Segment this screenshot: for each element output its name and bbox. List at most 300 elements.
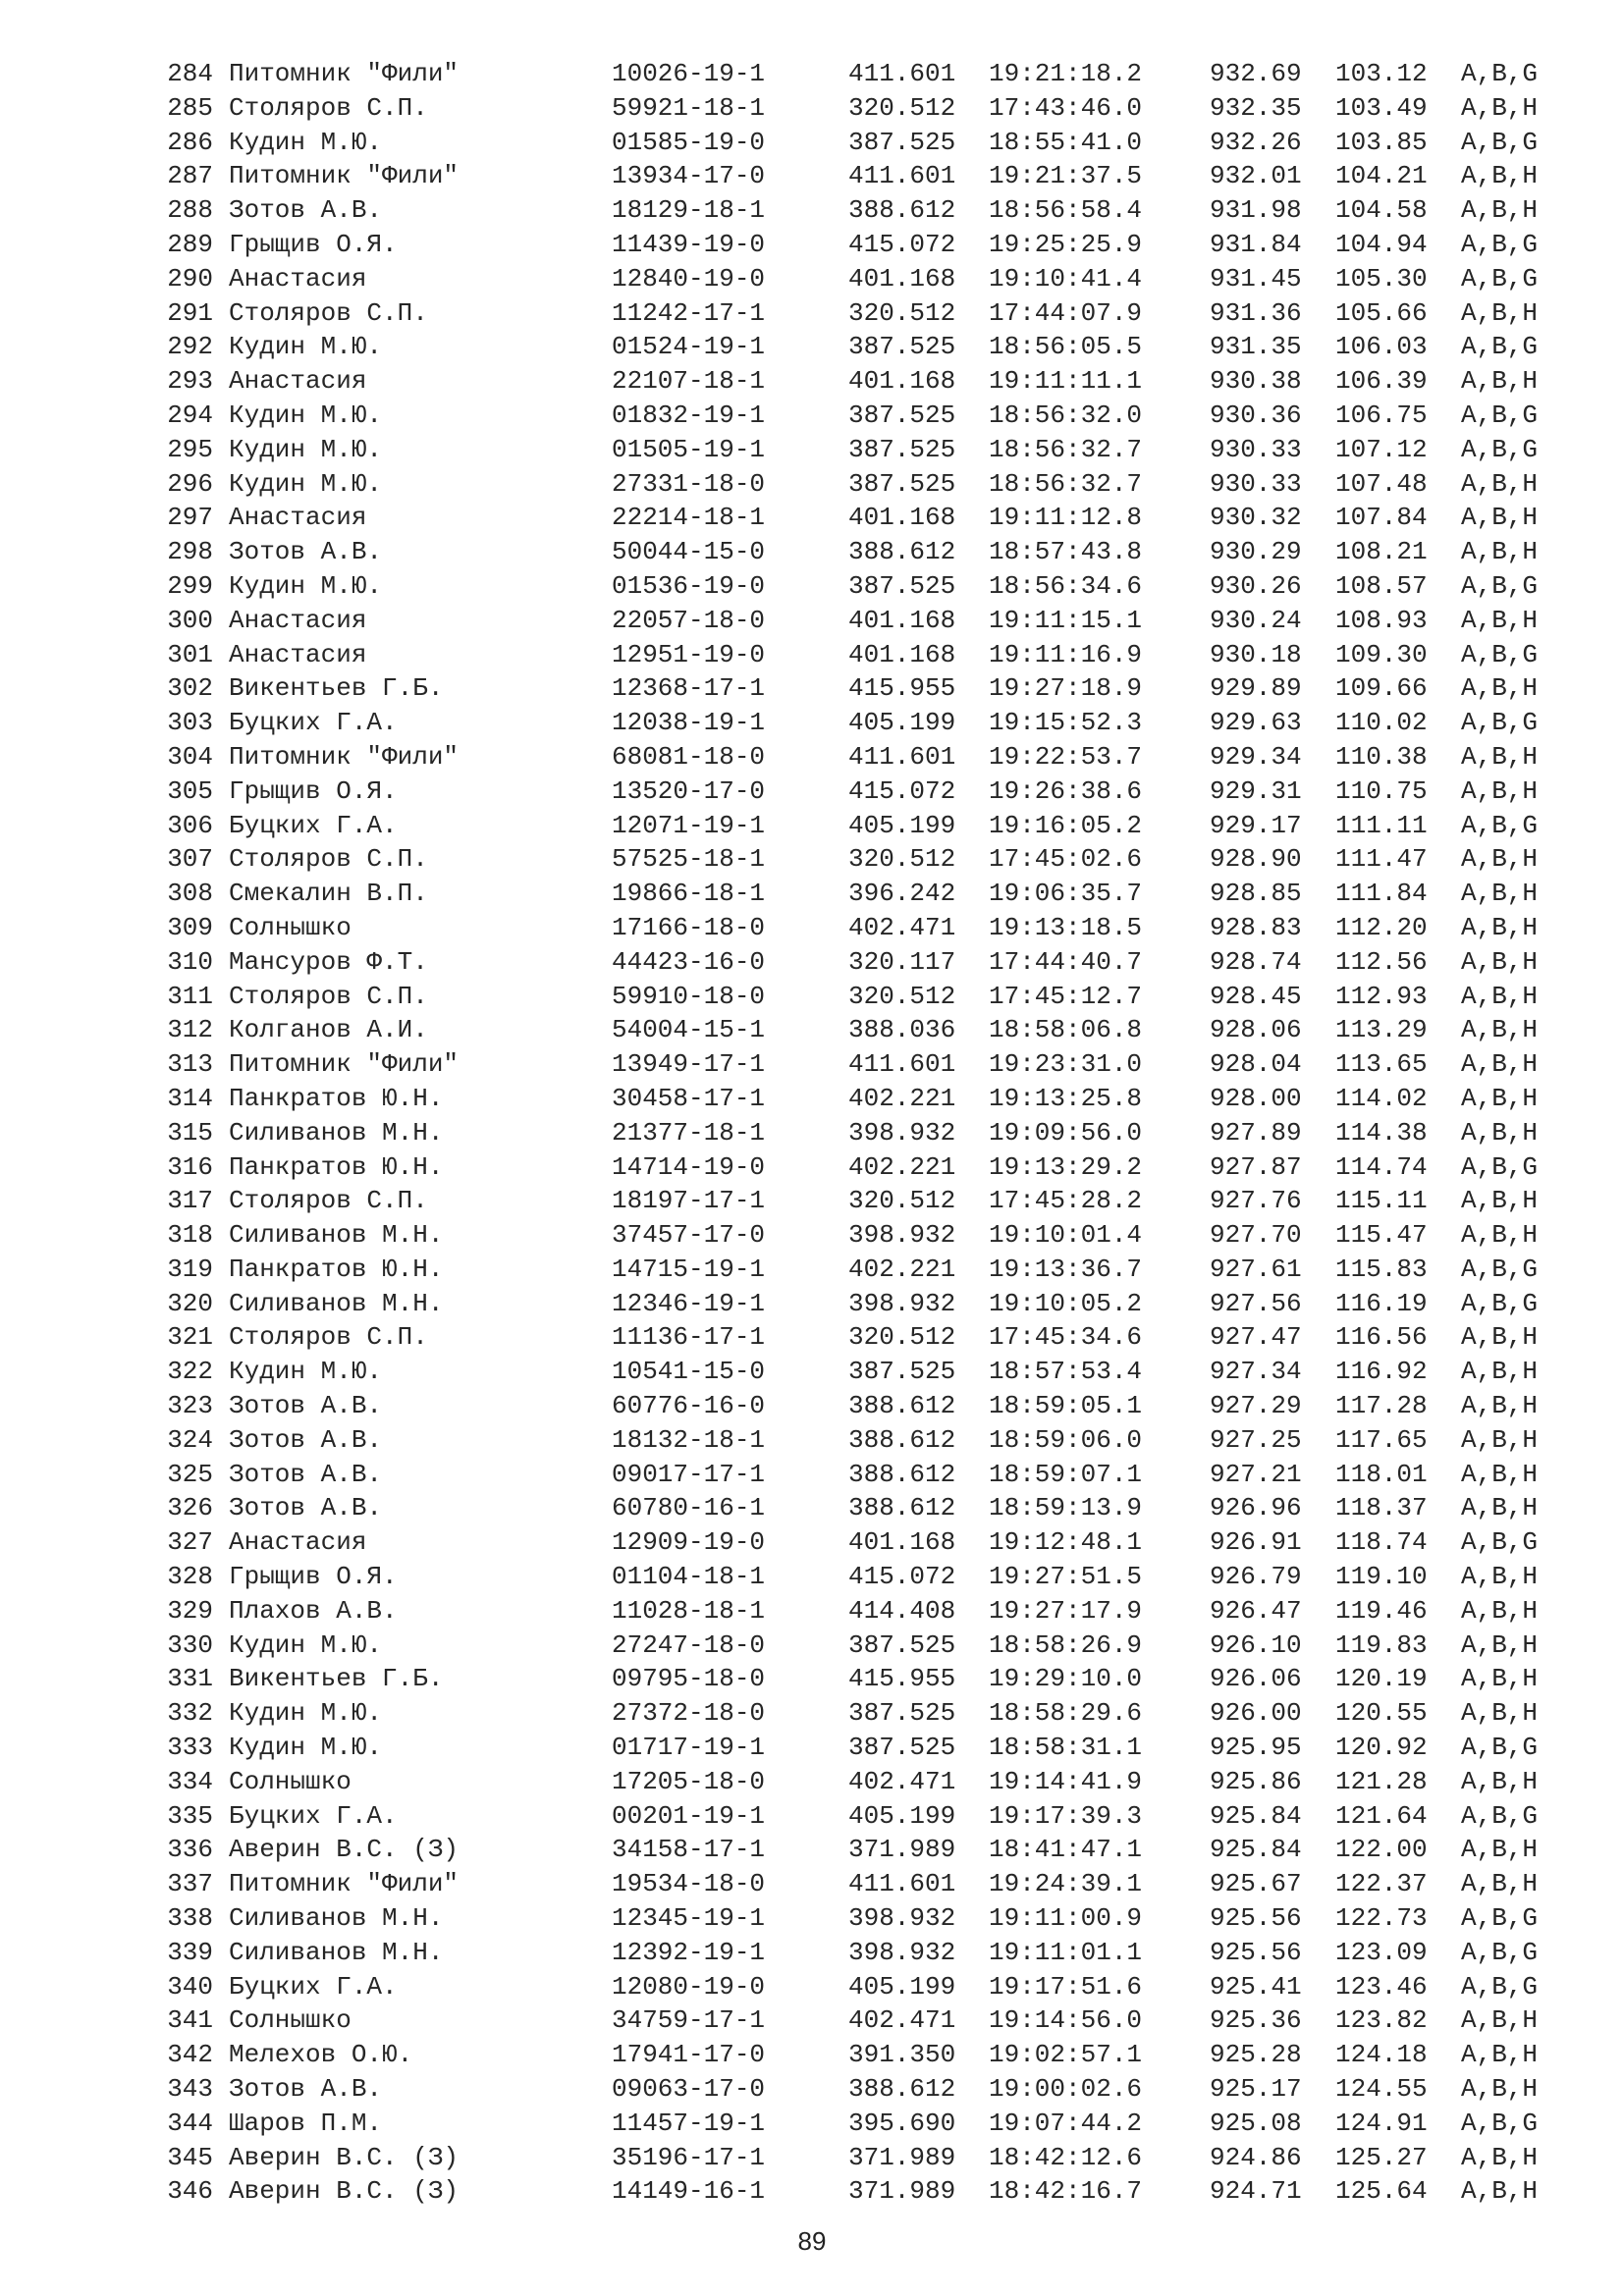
ring-number-cell: 57525-18-1 bbox=[612, 844, 766, 875]
owner-cell: Аверин В.С. (З) bbox=[229, 2176, 460, 2207]
speed-cell: 925.84 bbox=[1210, 1800, 1302, 1831]
arrival-time-cell: 19:14:56.0 bbox=[989, 2005, 1143, 2036]
owner-cell: Зотов А.В. bbox=[229, 1493, 383, 1523]
arrival-time-cell: 19:09:56.0 bbox=[989, 1117, 1143, 1148]
owner-cell: Анастасия bbox=[229, 639, 367, 669]
coefficient-cell: 111.11 bbox=[1335, 810, 1428, 840]
arrival-time-cell: 18:57:53.4 bbox=[989, 1357, 1143, 1387]
place-cell: 344 bbox=[167, 2108, 213, 2138]
place-cell: 295 bbox=[167, 434, 213, 464]
speed-cell: 928.83 bbox=[1210, 912, 1302, 942]
ring-number-cell: 12345-19-1 bbox=[612, 1903, 766, 1934]
group-cell: A,B,H bbox=[1461, 468, 1539, 499]
place-cell: 337 bbox=[167, 1869, 213, 1899]
place-cell: 335 bbox=[167, 1800, 213, 1831]
distance-cell: 320.512 bbox=[848, 1186, 956, 1216]
owner-cell: Зотов А.В. bbox=[229, 1459, 383, 1489]
coefficient-cell: 117.28 bbox=[1335, 1391, 1428, 1421]
distance-cell: 401.168 bbox=[848, 503, 956, 533]
group-cell: A,B,H bbox=[1461, 1766, 1539, 1796]
coefficient-cell: 125.27 bbox=[1335, 2142, 1428, 2172]
arrival-time-cell: 19:27:51.5 bbox=[989, 1562, 1143, 1592]
place-cell: 312 bbox=[167, 1015, 213, 1045]
arrival-time-cell: 18:42:16.7 bbox=[989, 2176, 1143, 2207]
ring-number-cell: 12071-19-1 bbox=[612, 810, 766, 840]
place-cell: 343 bbox=[167, 2074, 213, 2105]
owner-cell: Солнышко bbox=[229, 912, 352, 942]
ring-number-cell: 12346-19-1 bbox=[612, 1288, 766, 1318]
ring-number-cell: 59921-18-1 bbox=[612, 92, 766, 123]
speed-cell: 927.76 bbox=[1210, 1186, 1302, 1216]
arrival-time-cell: 19:29:10.0 bbox=[989, 1664, 1143, 1694]
speed-cell: 926.06 bbox=[1210, 1664, 1302, 1694]
group-cell: A,B,G bbox=[1461, 1971, 1539, 2002]
group-cell: A,B,H bbox=[1461, 673, 1539, 704]
coefficient-cell: 120.19 bbox=[1335, 1664, 1428, 1694]
ring-number-cell: 10541-15-0 bbox=[612, 1357, 766, 1387]
owner-cell: Зотов А.В. bbox=[229, 1391, 383, 1421]
distance-cell: 320.117 bbox=[848, 946, 956, 977]
place-cell: 333 bbox=[167, 1733, 213, 1763]
ring-number-cell: 09017-17-1 bbox=[612, 1459, 766, 1489]
speed-cell: 932.35 bbox=[1210, 92, 1302, 123]
speed-cell: 927.89 bbox=[1210, 1117, 1302, 1148]
ring-number-cell: 14714-19-0 bbox=[612, 1151, 766, 1182]
owner-cell: Столяров С.П. bbox=[229, 1186, 428, 1216]
group-cell: A,B,H bbox=[1461, 1493, 1539, 1523]
speed-cell: 929.89 bbox=[1210, 673, 1302, 704]
owner-cell: Зотов А.В. bbox=[229, 1424, 383, 1455]
speed-cell: 925.41 bbox=[1210, 1971, 1302, 2002]
ring-number-cell: 22057-18-0 bbox=[612, 605, 766, 635]
speed-cell: 925.28 bbox=[1210, 2040, 1302, 2070]
speed-cell: 928.85 bbox=[1210, 879, 1302, 909]
coefficient-cell: 105.66 bbox=[1335, 297, 1428, 328]
distance-cell: 395.690 bbox=[848, 2108, 956, 2138]
speed-cell: 932.26 bbox=[1210, 127, 1302, 157]
place-cell: 313 bbox=[167, 1049, 213, 1080]
place-cell: 307 bbox=[167, 844, 213, 875]
ring-number-cell: 01104-18-1 bbox=[612, 1562, 766, 1592]
owner-cell: Панкратов Ю.Н. bbox=[229, 1083, 444, 1113]
arrival-time-cell: 18:56:34.6 bbox=[989, 570, 1143, 601]
group-cell: A,B,H bbox=[1461, 1698, 1539, 1729]
group-cell: A,B,H bbox=[1461, 2040, 1539, 2070]
arrival-time-cell: 18:58:06.8 bbox=[989, 1015, 1143, 1045]
coefficient-cell: 109.66 bbox=[1335, 673, 1428, 704]
coefficient-cell: 108.57 bbox=[1335, 570, 1428, 601]
coefficient-cell: 114.02 bbox=[1335, 1083, 1428, 1113]
coefficient-cell: 121.28 bbox=[1335, 1766, 1428, 1796]
distance-cell: 415.072 bbox=[848, 229, 956, 259]
arrival-time-cell: 18:56:32.7 bbox=[989, 468, 1143, 499]
group-cell: A,B,G bbox=[1461, 59, 1539, 88]
arrival-time-cell: 19:02:57.1 bbox=[989, 2040, 1143, 2070]
distance-cell: 401.168 bbox=[848, 639, 956, 669]
coefficient-cell: 106.39 bbox=[1335, 366, 1428, 397]
arrival-time-cell: 19:10:05.2 bbox=[989, 1288, 1143, 1318]
place-cell: 331 bbox=[167, 1664, 213, 1694]
ring-number-cell: 35196-17-1 bbox=[612, 2142, 766, 2172]
group-cell: A,B,H bbox=[1461, 1562, 1539, 1592]
coefficient-cell: 103.85 bbox=[1335, 127, 1428, 157]
distance-cell: 411.601 bbox=[848, 1869, 956, 1899]
speed-cell: 925.95 bbox=[1210, 1733, 1302, 1763]
place-cell: 300 bbox=[167, 605, 213, 635]
place-cell: 291 bbox=[167, 297, 213, 328]
arrival-time-cell: 19:07:44.2 bbox=[989, 2108, 1143, 2138]
arrival-time-cell: 19:21:18.2 bbox=[989, 59, 1143, 88]
coefficient-cell: 114.74 bbox=[1335, 1151, 1428, 1182]
owner-cell: Кудин М.Ю. bbox=[229, 1629, 383, 1660]
place-cell: 304 bbox=[167, 741, 213, 772]
arrival-time-cell: 18:59:06.0 bbox=[989, 1424, 1143, 1455]
place-cell: 301 bbox=[167, 639, 213, 669]
speed-cell: 926.79 bbox=[1210, 1562, 1302, 1592]
arrival-time-cell: 19:06:35.7 bbox=[989, 879, 1143, 909]
distance-cell: 402.471 bbox=[848, 1766, 956, 1796]
speed-cell: 927.29 bbox=[1210, 1391, 1302, 1421]
place-cell: 338 bbox=[167, 1903, 213, 1934]
coefficient-cell: 104.21 bbox=[1335, 161, 1428, 191]
group-cell: A,B,G bbox=[1461, 332, 1539, 362]
distance-cell: 371.989 bbox=[848, 2176, 956, 2207]
place-cell: 302 bbox=[167, 673, 213, 704]
place-cell: 286 bbox=[167, 127, 213, 157]
coefficient-cell: 122.00 bbox=[1335, 1835, 1428, 1865]
arrival-time-cell: 19:12:48.1 bbox=[989, 1527, 1143, 1558]
group-cell: A,B,G bbox=[1461, 263, 1539, 294]
coefficient-cell: 123.46 bbox=[1335, 1971, 1428, 2002]
speed-cell: 925.36 bbox=[1210, 2005, 1302, 2036]
group-cell: A,B,G bbox=[1461, 400, 1539, 430]
coefficient-cell: 107.12 bbox=[1335, 434, 1428, 464]
ring-number-cell: 12368-17-1 bbox=[612, 673, 766, 704]
coefficient-cell: 120.92 bbox=[1335, 1733, 1428, 1763]
coefficient-cell: 110.75 bbox=[1335, 775, 1428, 806]
arrival-time-cell: 19:15:52.3 bbox=[989, 708, 1143, 738]
group-cell: A,B,H bbox=[1461, 1664, 1539, 1694]
coefficient-cell: 122.73 bbox=[1335, 1903, 1428, 1934]
place-cell: 285 bbox=[167, 92, 213, 123]
coefficient-cell: 118.37 bbox=[1335, 1493, 1428, 1523]
group-cell: A,B,H bbox=[1461, 1049, 1539, 1080]
distance-cell: 405.199 bbox=[848, 1971, 956, 2002]
coefficient-cell: 107.48 bbox=[1335, 468, 1428, 499]
arrival-time-cell: 19:11:16.9 bbox=[989, 639, 1143, 669]
group-cell: A,B,G bbox=[1461, 810, 1539, 840]
owner-cell: Мансуров Ф.Т. bbox=[229, 946, 428, 977]
group-cell: A,B,H bbox=[1461, 1083, 1539, 1113]
ring-number-cell: 12909-19-0 bbox=[612, 1527, 766, 1558]
speed-cell: 924.86 bbox=[1210, 2142, 1302, 2172]
coefficient-cell: 116.92 bbox=[1335, 1357, 1428, 1387]
distance-cell: 402.221 bbox=[848, 1083, 956, 1113]
distance-cell: 402.221 bbox=[848, 1254, 956, 1284]
arrival-time-cell: 17:44:40.7 bbox=[989, 946, 1143, 977]
arrival-time-cell: 17:45:28.2 bbox=[989, 1186, 1143, 1216]
owner-cell: Питомник "Фили" bbox=[229, 1049, 460, 1080]
arrival-time-cell: 19:11:00.9 bbox=[989, 1903, 1143, 1934]
group-cell: A,B,H bbox=[1461, 1595, 1539, 1626]
distance-cell: 391.350 bbox=[848, 2040, 956, 2070]
group-cell: A,B,G bbox=[1461, 570, 1539, 601]
owner-cell: Кудин М.Ю. bbox=[229, 570, 383, 601]
group-cell: A,B,H bbox=[1461, 2142, 1539, 2172]
group-cell: A,B,H bbox=[1461, 1322, 1539, 1353]
place-cell: 306 bbox=[167, 810, 213, 840]
ring-number-cell: 14149-16-1 bbox=[612, 2176, 766, 2207]
ring-number-cell: 44423-16-0 bbox=[612, 946, 766, 977]
group-cell: A,B,H bbox=[1461, 1869, 1539, 1899]
group-cell: A,B,H bbox=[1461, 741, 1539, 772]
place-cell: 290 bbox=[167, 263, 213, 294]
arrival-time-cell: 18:58:29.6 bbox=[989, 1698, 1143, 1729]
distance-cell: 398.932 bbox=[848, 1220, 956, 1251]
owner-cell: Викентьев Г.Б. bbox=[229, 673, 444, 704]
ring-number-cell: 30458-17-1 bbox=[612, 1083, 766, 1113]
ring-number-cell: 13949-17-1 bbox=[612, 1049, 766, 1080]
page-number: 89 bbox=[797, 2226, 827, 2256]
coefficient-cell: 116.56 bbox=[1335, 1322, 1428, 1353]
speed-cell: 931.45 bbox=[1210, 263, 1302, 294]
coefficient-cell: 113.29 bbox=[1335, 1015, 1428, 1045]
distance-cell: 405.199 bbox=[848, 1800, 956, 1831]
arrival-time-cell: 19:17:39.3 bbox=[989, 1800, 1143, 1831]
distance-cell: 388.612 bbox=[848, 1493, 956, 1523]
arrival-time-cell: 19:16:05.2 bbox=[989, 810, 1143, 840]
distance-cell: 401.168 bbox=[848, 605, 956, 635]
speed-cell: 930.33 bbox=[1210, 468, 1302, 499]
ring-number-cell: 11457-19-1 bbox=[612, 2108, 766, 2138]
speed-cell: 930.24 bbox=[1210, 605, 1302, 635]
ring-number-cell: 14715-19-1 bbox=[612, 1254, 766, 1284]
ring-number-cell: 34158-17-1 bbox=[612, 1835, 766, 1865]
speed-cell: 929.31 bbox=[1210, 775, 1302, 806]
coefficient-cell: 111.47 bbox=[1335, 844, 1428, 875]
arrival-time-cell: 18:55:41.0 bbox=[989, 127, 1143, 157]
owner-cell: Питомник "Фили" bbox=[229, 1869, 460, 1899]
coefficient-cell: 110.02 bbox=[1335, 708, 1428, 738]
coefficient-cell: 117.65 bbox=[1335, 1424, 1428, 1455]
speed-cell: 932.01 bbox=[1210, 161, 1302, 191]
owner-cell: Кудин М.Ю. bbox=[229, 127, 383, 157]
owner-cell: Грыщив О.Я. bbox=[229, 229, 398, 259]
distance-cell: 387.525 bbox=[848, 1357, 956, 1387]
coefficient-cell: 116.19 bbox=[1335, 1288, 1428, 1318]
ring-number-cell: 54004-15-1 bbox=[612, 1015, 766, 1045]
speed-cell: 926.91 bbox=[1210, 1527, 1302, 1558]
group-cell: A,B,H bbox=[1461, 605, 1539, 635]
owner-cell: Кудин М.Ю. bbox=[229, 332, 383, 362]
place-cell: 314 bbox=[167, 1083, 213, 1113]
distance-cell: 320.512 bbox=[848, 844, 956, 875]
group-cell: A,B,G bbox=[1461, 1527, 1539, 1558]
arrival-time-cell: 19:25:25.9 bbox=[989, 229, 1143, 259]
ring-number-cell: 11439-19-0 bbox=[612, 229, 766, 259]
ring-number-cell: 59910-18-0 bbox=[612, 981, 766, 1011]
group-cell: A,B,H bbox=[1461, 195, 1539, 226]
distance-cell: 411.601 bbox=[848, 59, 956, 88]
place-cell: 284 bbox=[167, 59, 213, 88]
owner-cell: Анастасия bbox=[229, 503, 367, 533]
owner-cell: Анастасия bbox=[229, 366, 367, 397]
owner-cell: Колганов А.И. bbox=[229, 1015, 428, 1045]
place-cell: 297 bbox=[167, 503, 213, 533]
owner-cell: Аверин В.С. (З) bbox=[229, 1835, 460, 1865]
arrival-time-cell: 18:56:32.7 bbox=[989, 434, 1143, 464]
group-cell: A,B,G bbox=[1461, 1800, 1539, 1831]
speed-cell: 928.45 bbox=[1210, 981, 1302, 1011]
speed-cell: 925.67 bbox=[1210, 1869, 1302, 1899]
distance-cell: 411.601 bbox=[848, 741, 956, 772]
owner-cell: Грыщив О.Я. bbox=[229, 1562, 398, 1592]
arrival-time-cell: 18:57:43.8 bbox=[989, 537, 1143, 567]
place-cell: 293 bbox=[167, 366, 213, 397]
owner-cell: Панкратов Ю.Н. bbox=[229, 1254, 444, 1284]
ring-number-cell: 11136-17-1 bbox=[612, 1322, 766, 1353]
owner-cell: Питомник "Фили" bbox=[229, 59, 460, 88]
place-cell: 294 bbox=[167, 400, 213, 430]
arrival-time-cell: 18:59:07.1 bbox=[989, 1459, 1143, 1489]
place-cell: 298 bbox=[167, 537, 213, 567]
place-cell: 318 bbox=[167, 1220, 213, 1251]
distance-cell: 371.989 bbox=[848, 2142, 956, 2172]
coefficient-cell: 109.30 bbox=[1335, 639, 1428, 669]
coefficient-cell: 119.10 bbox=[1335, 1562, 1428, 1592]
owner-cell: Грыщив О.Я. bbox=[229, 775, 398, 806]
group-cell: A,B,H bbox=[1461, 161, 1539, 191]
place-cell: 316 bbox=[167, 1151, 213, 1182]
group-cell: A,B,G bbox=[1461, 434, 1539, 464]
place-cell: 320 bbox=[167, 1288, 213, 1318]
ring-number-cell: 09795-18-0 bbox=[612, 1664, 766, 1694]
arrival-time-cell: 17:45:34.6 bbox=[989, 1322, 1143, 1353]
arrival-time-cell: 18:59:13.9 bbox=[989, 1493, 1143, 1523]
coefficient-cell: 111.84 bbox=[1335, 879, 1428, 909]
place-cell: 334 bbox=[167, 1766, 213, 1796]
place-cell: 339 bbox=[167, 1937, 213, 1967]
ring-number-cell: 01536-19-0 bbox=[612, 570, 766, 601]
ring-number-cell: 11028-18-1 bbox=[612, 1595, 766, 1626]
ring-number-cell: 60780-16-1 bbox=[612, 1493, 766, 1523]
coefficient-cell: 106.75 bbox=[1335, 400, 1428, 430]
coefficient-cell: 115.83 bbox=[1335, 1254, 1428, 1284]
ring-number-cell: 13520-17-0 bbox=[612, 775, 766, 806]
distance-cell: 401.168 bbox=[848, 263, 956, 294]
place-cell: 315 bbox=[167, 1117, 213, 1148]
place-cell: 340 bbox=[167, 1971, 213, 2002]
owner-cell: Шаров П.М. bbox=[229, 2108, 383, 2138]
place-cell: 326 bbox=[167, 1493, 213, 1523]
place-cell: 321 bbox=[167, 1322, 213, 1353]
group-cell: A,B,G bbox=[1461, 639, 1539, 669]
owner-cell: Плахов А.В. bbox=[229, 1595, 398, 1626]
ring-number-cell: 12392-19-1 bbox=[612, 1937, 766, 1967]
coefficient-cell: 121.64 bbox=[1335, 1800, 1428, 1831]
owner-cell: Столяров С.П. bbox=[229, 92, 428, 123]
speed-cell: 931.98 bbox=[1210, 195, 1302, 226]
arrival-time-cell: 17:44:07.9 bbox=[989, 297, 1143, 328]
speed-cell: 927.34 bbox=[1210, 1357, 1302, 1387]
group-cell: A,B,H bbox=[1461, 366, 1539, 397]
group-cell: A,B,H bbox=[1461, 2176, 1539, 2207]
place-cell: 288 bbox=[167, 195, 213, 226]
group-cell: A,B,G bbox=[1461, 127, 1539, 157]
ring-number-cell: 27372-18-0 bbox=[612, 1698, 766, 1729]
ring-number-cell: 21377-18-1 bbox=[612, 1117, 766, 1148]
ring-number-cell: 60776-16-0 bbox=[612, 1391, 766, 1421]
arrival-time-cell: 19:27:17.9 bbox=[989, 1595, 1143, 1626]
speed-cell: 928.04 bbox=[1210, 1049, 1302, 1080]
group-cell: A,B,G bbox=[1461, 2108, 1539, 2138]
ring-number-cell: 19866-18-1 bbox=[612, 879, 766, 909]
distance-cell: 415.955 bbox=[848, 1664, 956, 1694]
place-cell: 324 bbox=[167, 1424, 213, 1455]
group-cell: A,B,H bbox=[1461, 1629, 1539, 1660]
coefficient-cell: 105.30 bbox=[1335, 263, 1428, 294]
group-cell: A,B,H bbox=[1461, 946, 1539, 977]
arrival-time-cell: 19:22:53.7 bbox=[989, 741, 1143, 772]
speed-cell: 925.17 bbox=[1210, 2074, 1302, 2105]
arrival-time-cell: 19:21:37.5 bbox=[989, 161, 1143, 191]
coefficient-cell: 124.91 bbox=[1335, 2108, 1428, 2138]
place-cell: 296 bbox=[167, 468, 213, 499]
distance-cell: 398.932 bbox=[848, 1117, 956, 1148]
group-cell: A,B,H bbox=[1461, 2074, 1539, 2105]
distance-cell: 320.512 bbox=[848, 92, 956, 123]
distance-cell: 387.525 bbox=[848, 400, 956, 430]
speed-cell: 929.17 bbox=[1210, 810, 1302, 840]
arrival-time-cell: 19:13:29.2 bbox=[989, 1151, 1143, 1182]
distance-cell: 371.989 bbox=[848, 1835, 956, 1865]
speed-cell: 926.96 bbox=[1210, 1493, 1302, 1523]
place-cell: 329 bbox=[167, 1595, 213, 1626]
distance-cell: 396.242 bbox=[848, 879, 956, 909]
owner-cell: Питомник "Фили" bbox=[229, 741, 460, 772]
coefficient-cell: 104.58 bbox=[1335, 195, 1428, 226]
group-cell: A,B,H bbox=[1461, 1357, 1539, 1387]
speed-cell: 927.87 bbox=[1210, 1151, 1302, 1182]
coefficient-cell: 107.84 bbox=[1335, 503, 1428, 533]
speed-cell: 927.21 bbox=[1210, 1459, 1302, 1489]
group-cell: A,B,G bbox=[1461, 1288, 1539, 1318]
owner-cell: Анастасия bbox=[229, 1527, 367, 1558]
distance-cell: 401.168 bbox=[848, 1527, 956, 1558]
speed-cell: 927.61 bbox=[1210, 1254, 1302, 1284]
distance-cell: 401.168 bbox=[848, 366, 956, 397]
distance-cell: 387.525 bbox=[848, 1698, 956, 1729]
distance-cell: 387.525 bbox=[848, 570, 956, 601]
coefficient-cell: 110.38 bbox=[1335, 741, 1428, 772]
arrival-time-cell: 19:10:01.4 bbox=[989, 1220, 1143, 1251]
arrival-time-cell: 18:56:32.0 bbox=[989, 400, 1143, 430]
owner-cell: Кудин М.Ю. bbox=[229, 1698, 383, 1729]
ring-number-cell: 19534-18-0 bbox=[612, 1869, 766, 1899]
arrival-time-cell: 19:10:41.4 bbox=[989, 263, 1143, 294]
group-cell: A,B,H bbox=[1461, 537, 1539, 567]
speed-cell: 930.29 bbox=[1210, 537, 1302, 567]
group-cell: A,B,G bbox=[1461, 1937, 1539, 1967]
speed-cell: 925.84 bbox=[1210, 1835, 1302, 1865]
owner-cell: Аверин В.С. (З) bbox=[229, 2142, 460, 2172]
ring-number-cell: 18197-17-1 bbox=[612, 1186, 766, 1216]
place-cell: 308 bbox=[167, 879, 213, 909]
arrival-time-cell: 19:26:38.6 bbox=[989, 775, 1143, 806]
owner-cell: Силиванов М.Н. bbox=[229, 1288, 444, 1318]
owner-cell: Зотов А.В. bbox=[229, 537, 383, 567]
group-cell: A,B,G bbox=[1461, 1151, 1539, 1182]
